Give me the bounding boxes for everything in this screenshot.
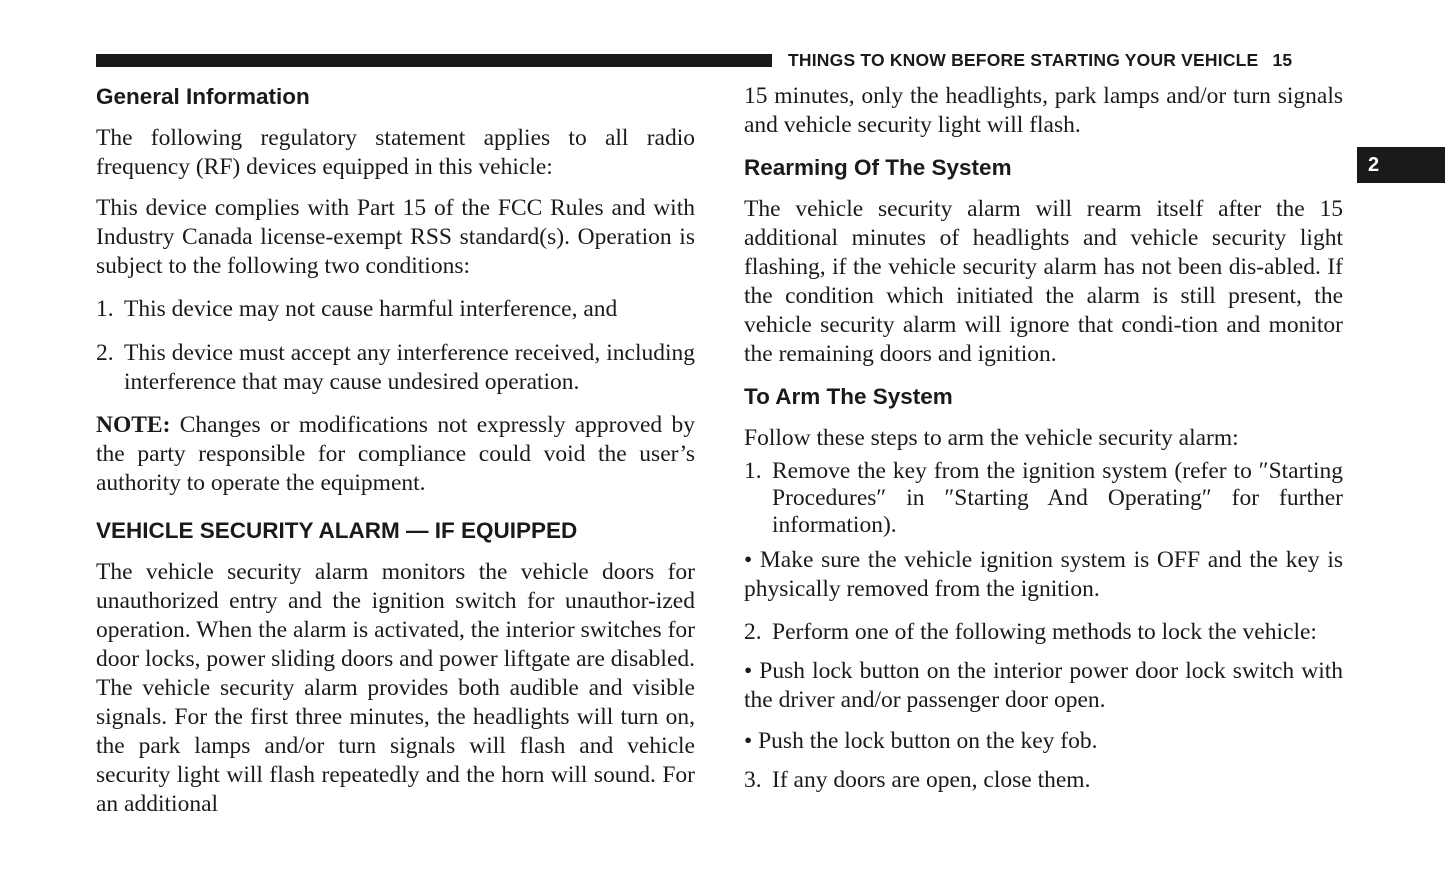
security-alarm-paragraph: The vehicle security alarm monitors the vehicle doors for unauthorized entry and the ignition switch for unauthor-ized operation. When the alarm is activated, the interior switches for door locks, power sliding doors and power liftgate are disabled. The vehicle security alarm provides both audible and visible signals. For the first three minutes, the headlights will turn on, the park lamps and/or turn signals will flash and vehicle security light will flash repeatedly and the horn will sound. For an additional <box>96 559 695 817</box>
note-label: NOTE: <box>96 412 171 438</box>
list-number: 1. <box>96 296 114 322</box>
right-column <box>744 82 1343 795</box>
list-text: This device must accept any interference received, including interference that may cause undesired operation. <box>124 340 695 395</box>
chapter-tab: 2 <box>1357 147 1445 183</box>
step-number: 2. <box>744 619 762 645</box>
condition-list-item <box>96 295 695 324</box>
note-text: Changes or modifications not expressly approved by the party responsible for compliance could void the user’s authority to operate the equipment. <box>96 412 695 496</box>
arm-step-item <box>744 766 1343 795</box>
continued-paragraph: 15 minutes, only the headlights, park lamps and/or turn signals and vehicle security light will flash. <box>744 83 1343 138</box>
header-rule <box>96 54 772 67</box>
note-paragraph <box>96 411 695 498</box>
rearming-heading: Rearming Of The System <box>744 155 1012 180</box>
rearming-paragraph: The vehicle security alarm will rearm itself after the 15 additional minutes of headlights and vehicle security light flashing, if the vehicle security alarm has not been dis-abled. If the condition which initiated the alarm is still present, the vehicle security alarm will ignore that condi-tion and monitor the remaining doors and ignition. <box>744 196 1343 367</box>
arm-step-item <box>744 458 1343 539</box>
step-text: Perform one of the following methods to lock the vehicle: <box>772 619 1317 645</box>
left-column <box>96 82 695 819</box>
general-information-heading: General Information <box>96 84 310 109</box>
step-text: Remove the key from the ignition system (refer to ″Starting Procedures″ in ″Starting And Operating″ for further information). <box>772 458 1343 538</box>
arm-intro-paragraph: Follow these steps to arm the vehicle security alarm: <box>744 425 1239 451</box>
arm-system-heading: To Arm The System <box>744 384 953 409</box>
security-alarm-heading: VEHICLE SECURITY ALARM — IF EQUIPPED <box>96 518 578 543</box>
list-number: 2. <box>96 340 114 366</box>
bullet-item: • Push lock button on the interior power door lock switch with the driver and/or passenger door open. <box>744 658 1343 713</box>
step-number: 1. <box>744 458 762 484</box>
list-text: This device may not cause harmful interference, and <box>124 296 618 322</box>
step-number: 3. <box>744 767 762 793</box>
condition-list-item <box>96 339 695 397</box>
rf-statement-paragraph: The following regulatory statement applies to all radio frequency (RF) devices equipped in this vehicle: <box>96 125 695 180</box>
step-text: If any doors are open, close them. <box>772 767 1091 793</box>
bullet-item: • Push the lock button on the key fob. <box>744 728 1098 754</box>
arm-step-item <box>744 618 1343 647</box>
running-title: THINGS TO KNOW BEFORE STARTING YOUR VEHICLE <box>788 50 1259 70</box>
fcc-compliance-paragraph: This device complies with Part 15 of the FCC Rules and with Industry Canada license-exempt RSS standard(s). Operation is subject to the following two conditions: <box>96 195 695 279</box>
bullet-item: • Make sure the vehicle ignition system is OFF and the key is physically removed from the ignition. <box>744 547 1343 602</box>
page-number: 15 <box>1272 50 1293 70</box>
running-head <box>788 50 1348 71</box>
